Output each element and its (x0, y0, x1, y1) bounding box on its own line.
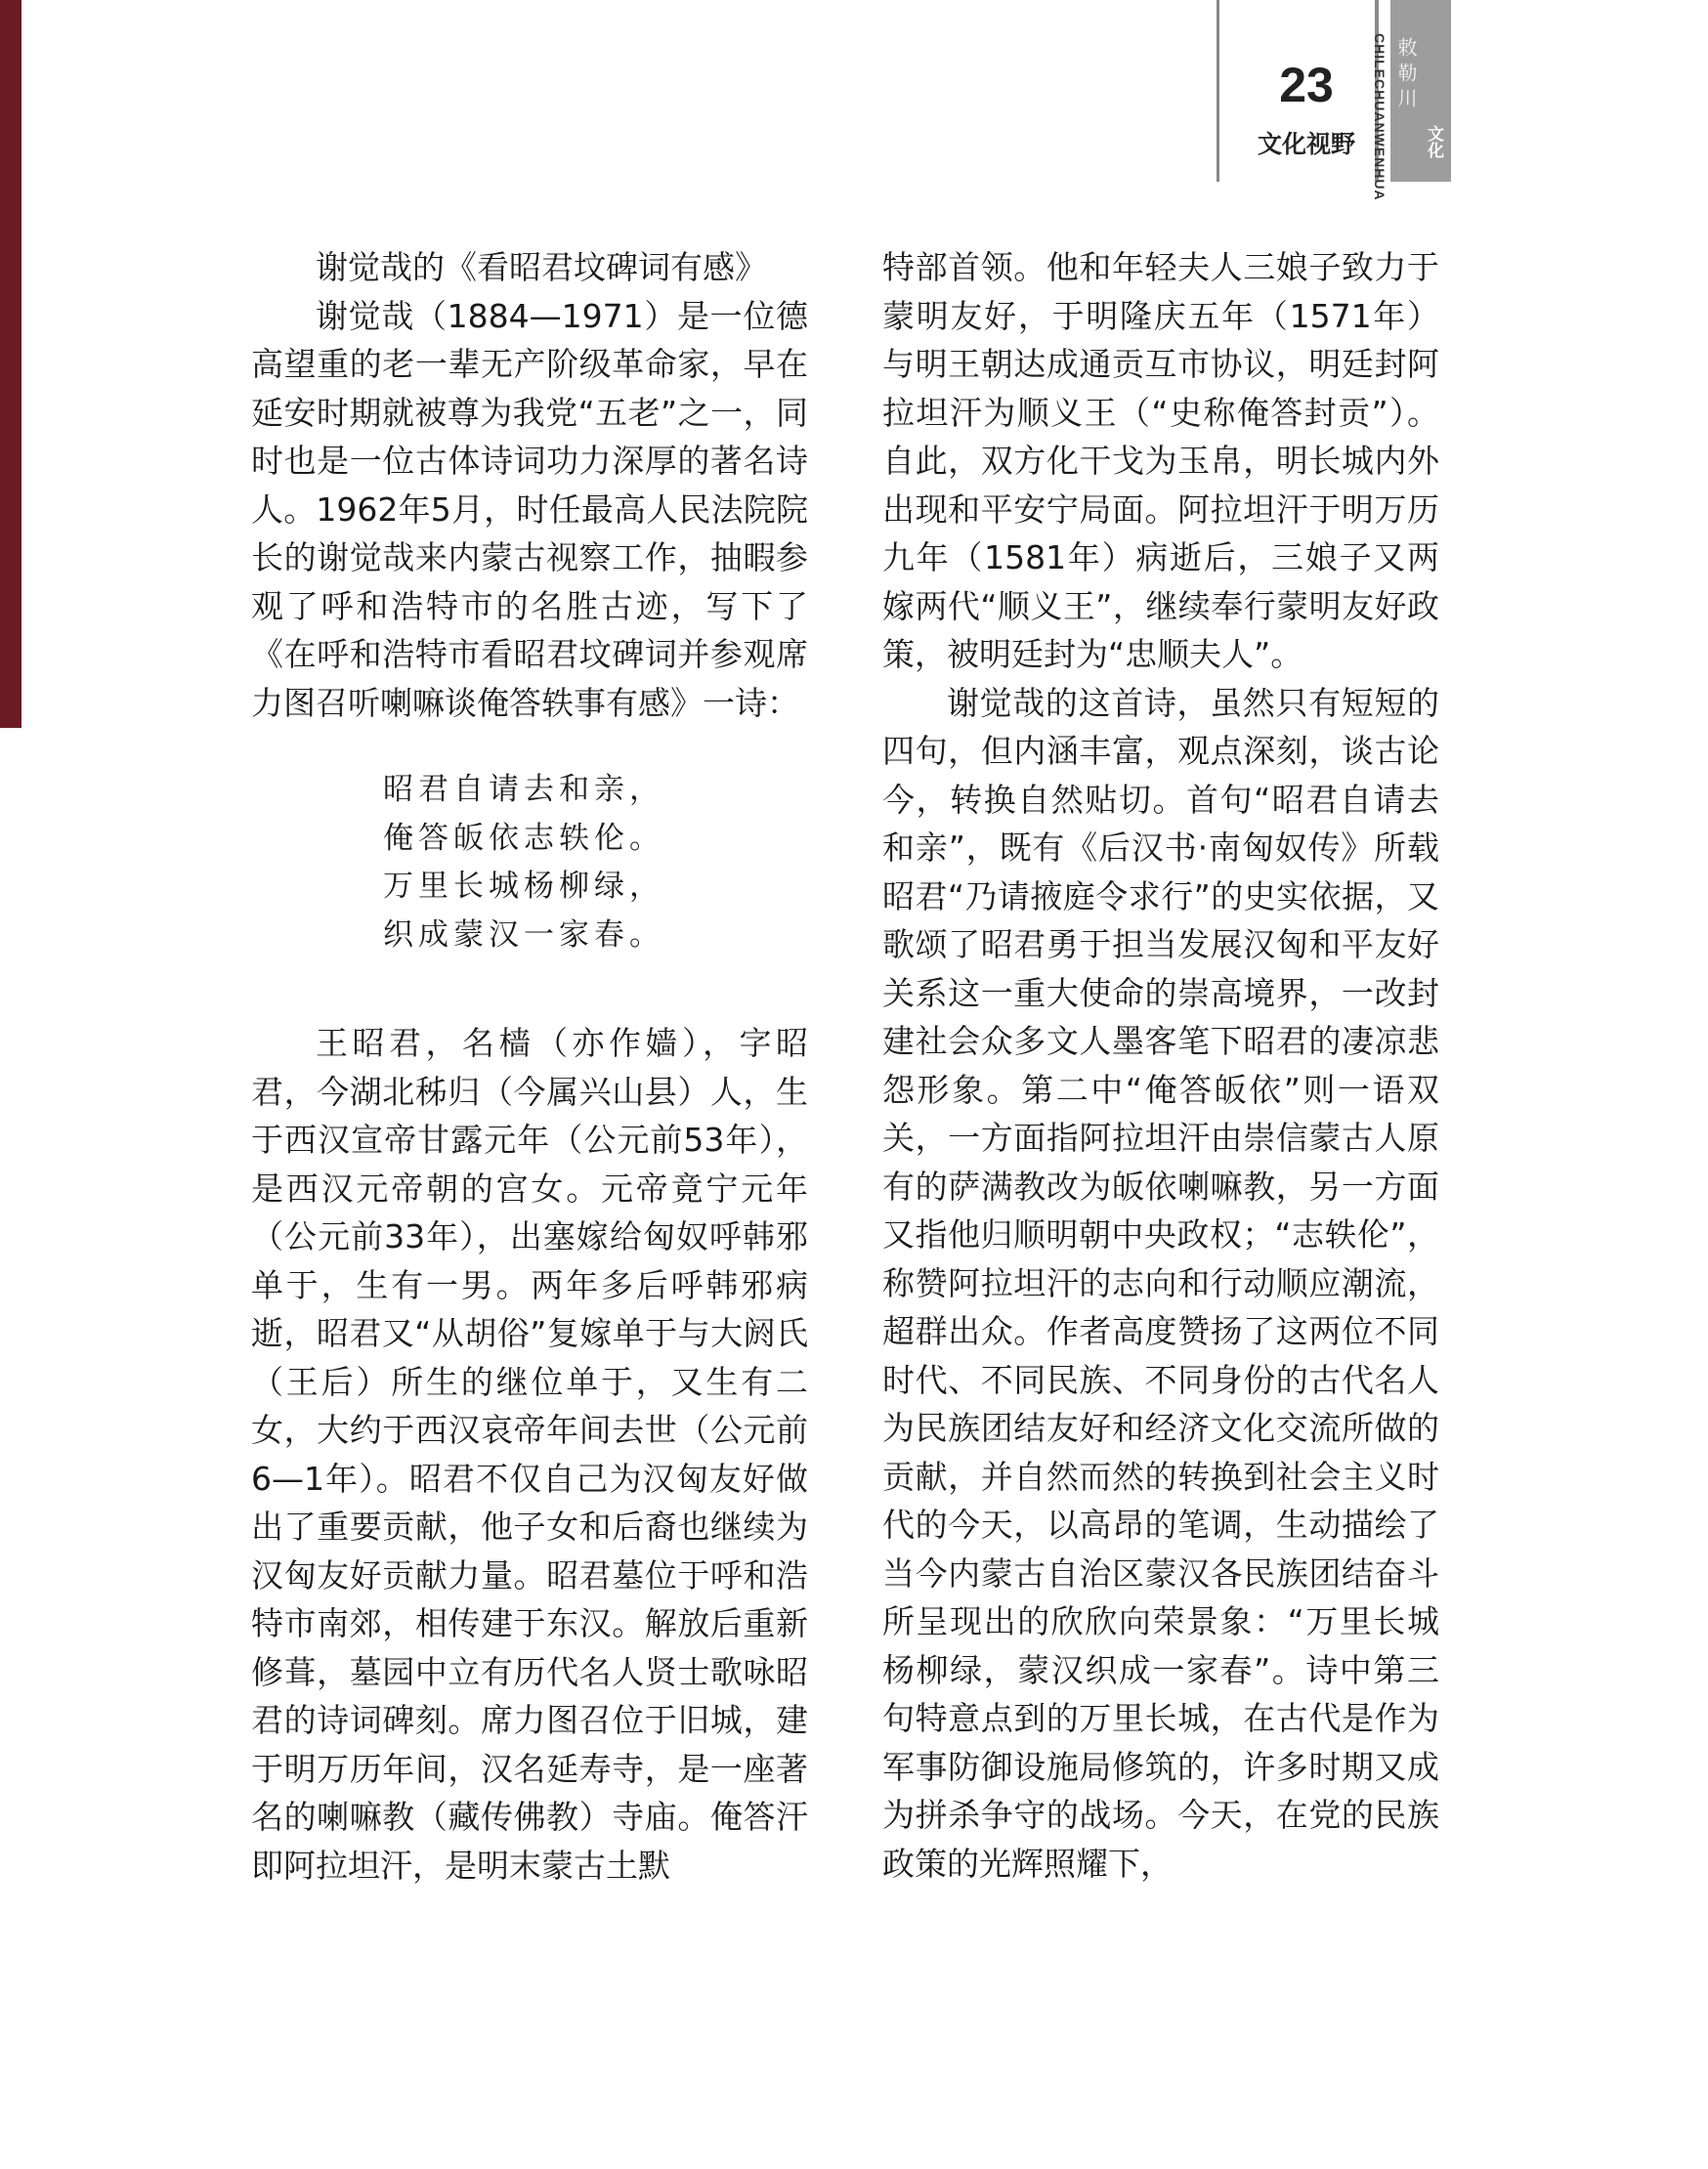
left-edge-bar (0, 0, 21, 728)
right-column (882, 243, 1439, 1888)
poem-line: 俺答皈依志轶伦。 (383, 820, 664, 856)
left-column (251, 243, 808, 1890)
wang-zhaojun-paragraph: 王昭君，名樯（亦作嫱），字昭君，今湖北秭归（今属兴山县）人，生于西汉宣帝甘露元年（公元前53年），是西汉元帝朝的宫女。元帝竟宁元年（公元前33年），出塞嫁给匈奴呼韩邪单于，生有一男。两年多后呼韩邪病逝，昭君又“从胡俗”复嫁单于与大阏氏（王后）所生的继位单于，又生有二女，大约于西汉哀帝年间去世（公元前6—1年）。昭君不仅自己为汉匈友好做出了重要贡献，他子女和后裔也继续为汉匈友好贡献力量。昭君墓位于呼和浩特市南郊，相传建于东汉。解放后重新修葺，墓园中立有历代名人贤士歌咏昭君的诗词碑刻。席力图召位于旧城，建于明万历年间，汉名延寿寺，是一座著名的喇嘛教（藏传佛教）寺庙。俺答汗即阿拉坦汗，是明末蒙古土默 (251, 1024, 808, 1885)
masthead-latin: CHILECHUANWENHUA (1372, 33, 1388, 201)
article-title: 谢觉哉的《看昭君坟碑词有感》 (316, 248, 767, 286)
header-divider (1217, 0, 1219, 182)
intro-paragraph: 谢觉哉（1884—1971）是一位德高望重的老一辈无产阶级革命家，早在延安时期就被尊为我党“五老”之一，同时也是一位古体诗词功力深厚的著名诗人。1962年5月，时任最高人民法院院长的谢觉哉来内蒙古视察工作，抽暇参观了呼和浩特市的名胜古迹，写下了《在呼和浩特市看昭君坟碑词并参观席力图召听喇嘛谈俺答轶事有感》一诗： (251, 296, 808, 722)
poem-line: 昭君自请去和亲， (383, 772, 664, 807)
analysis-paragraph: 谢觉哉的这首诗，虽然只有短短的四句，但内涵丰富，观点深刻，谈古论今，转换自然贴切。首句“昭君自请去和亲”，既有《后汉书·南匈奴传》所载昭君“乃请掖庭令求行”的史实依据，又歌颂了昭君勇于担当发展汉匈和平友好关系这一重大使命的崇高境界，一改封建社会众多文人墨客笔下昭君的凄凉悲怨形象。第二中“俺答皈依”则一语双关，一方面指阿拉坦汗由崇信蒙古人原有的萨满教改为皈依喇嘛教，另一方面又指他归顺明朝中央政权；“志轶伦”，称赞阿拉坦汗的志向和行动顺应潮流，超群出众。作者高度赞扬了这两位不同时代、不同民族、不同身份的古代名人为民族团结友好和经济文化交流所做的贡献，并自然而然的转换到社会主义时代的今天，以高昂的笔调，生动描绘了当今内蒙古自治区蒙汉各民族团结奋斗所呈现出的欣欣向荣景象：“万里长城杨柳绿，蒙汉织成一家春”。诗中第三句特意点到的万里长城，在古代是作为军事防御设施局修筑的，许多时期又成为拼杀争守的战场。今天，在党的民族政策的光辉照耀下， (882, 683, 1439, 1883)
page-number: 23 (1279, 58, 1334, 112)
masthead-category: 文化 (1424, 125, 1443, 158)
masthead-name: 敕勒川 (1394, 37, 1418, 113)
section-label: 文化视野 (1257, 130, 1355, 158)
poem (251, 766, 808, 959)
poem-line: 万里长城杨柳绿， (383, 869, 664, 904)
altan-khan-paragraph: 特部首领。他和年轻夫人三娘子致力于蒙明友好，于明隆庆五年（1571年）与明王朝达成通贡互市协议，明廷封阿拉坦汗为顺义王（“史称俺答封贡”）。自此，双方化干戈为玉帛，明长城内外出现和平安宁局面。阿拉坦汗于明万历九年（1581年）病逝后，三娘子又两嫁两代“顺义王”，继续奉行蒙明友好政策，被明廷封为“忠顺夫人”。 (882, 248, 1439, 673)
poem-line: 织成蒙汉一家春。 (383, 916, 664, 953)
